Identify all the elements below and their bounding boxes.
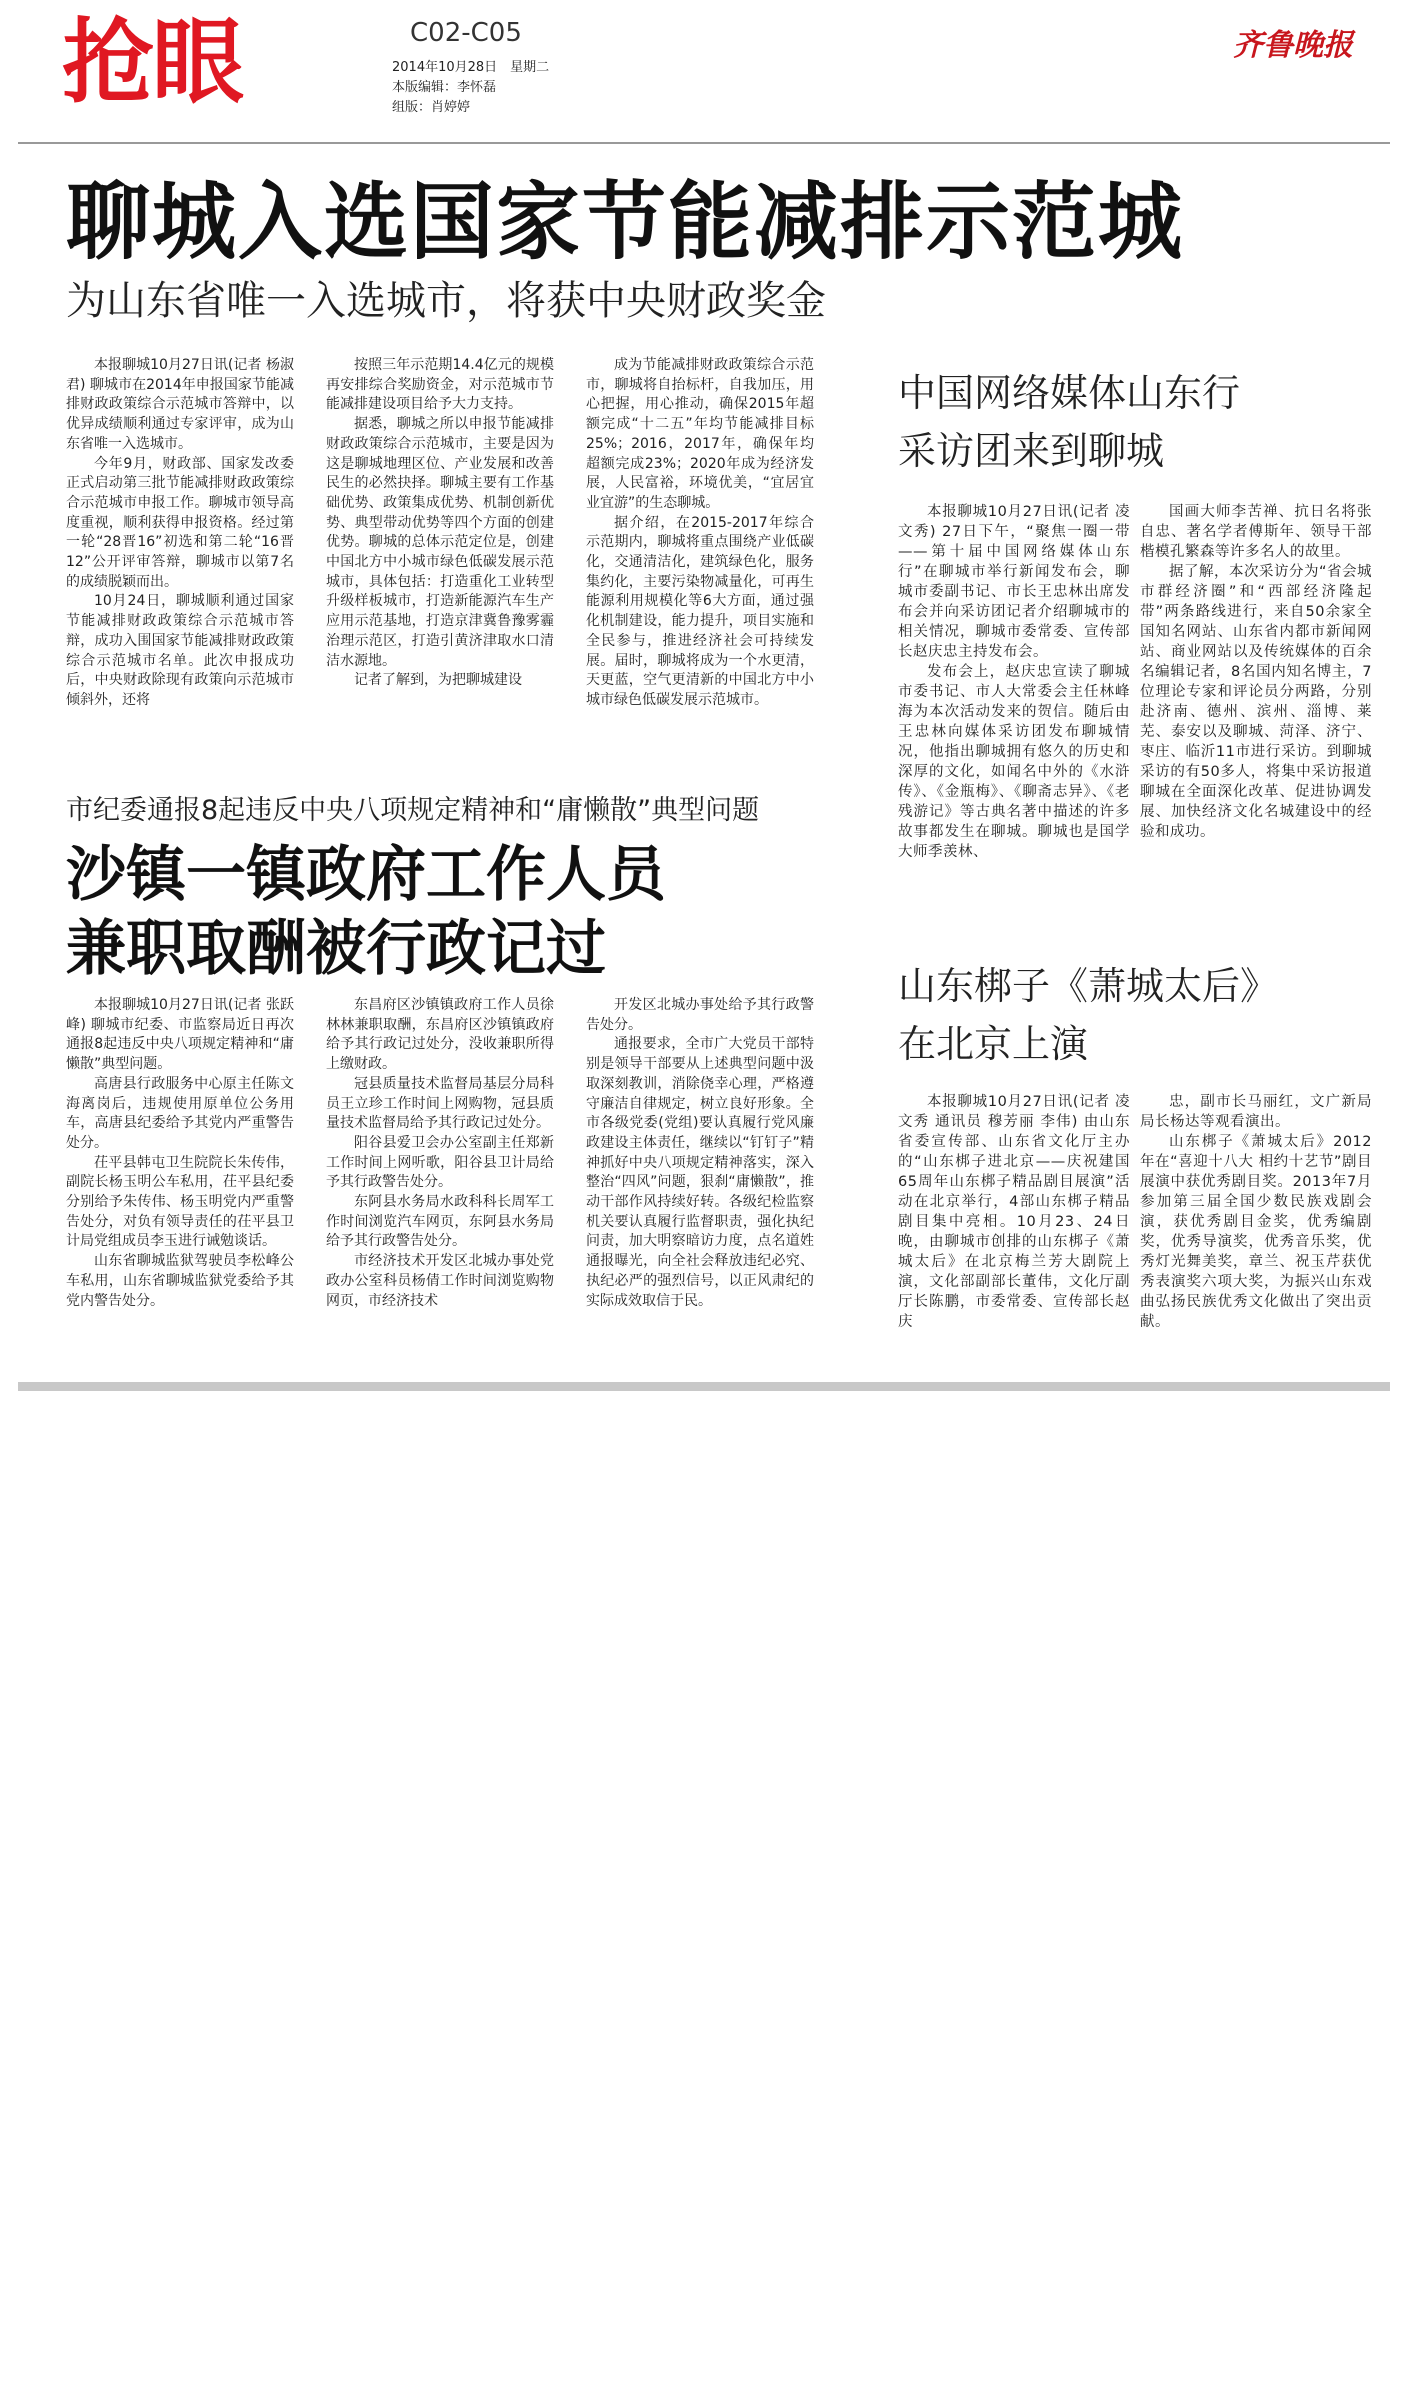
paragraph: 据了解，本次采访分为“省会城市群经济圈”和“西部经济隆起带”两条路线进行，来自50余家全国知名网站、山东省内都市新闻网站、商业网站以及传统媒体的百余名编辑记者，8名国内知名博主，7位理论专家和评论员分两路，分别赴济南、德州、滨州、淄博、莱芜、泰安以及聊城、菏泽、济宁、枣庄、临沂11市进行采访。到聊城采访的有50多人，将集中采访报道聊城在全面深化改革、促进协调发展、加快经济文化名城建设中的经验和成功。 bbox=[1140, 564, 1373, 840]
headline-line: 兼职取酬被行政记过 bbox=[66, 914, 606, 984]
paragraph: 山东梆子《萧城太后》2012年在“喜迎十八大 相约十艺节”剧目展演中获优秀剧目奖。2013年7月参加第三届全国少数民族戏剧会演，获优秀剧目金奖，优秀编剧奖，优秀导演奖，优秀音乐奖，优秀灯光舞美奖，章兰、祝玉芹获优秀表演奖六项大奖，为振兴山东戏曲弘扬民族优秀文化做出了突出贡献。 bbox=[1140, 1134, 1372, 1330]
article2-column-3 bbox=[586, 996, 814, 1311]
footer-divider bbox=[18, 1382, 1390, 1391]
issue-date: 2014年10月28日 星期二 bbox=[392, 60, 550, 75]
paragraph: 国画大师李苦禅、抗日名将张自忠、著名学者傅斯年、领导干部楷模孔繁森等许多名人的故里。 bbox=[1140, 504, 1372, 560]
headline-line: 采访团来到聊城 bbox=[898, 429, 1165, 473]
paragraph: 据悉，聊城之所以申报节能减排财政政策综合示范城市，主要是因为这是聊城地理区位、产业发展和改善民生的必然抉择。聊城主要有工作基础优势、政策集成优势、机制创新优势、典型带动优势等四个方面的创建优势。聊城的总体示范定位是，创建中国北方中小城市绿色低碳发展示范城市，具体包括：打造重化工业转型升级样板城市，打造新能源汽车生产应用示范基地，打造京津冀鲁豫雾霾治理示范区，打造引黄济津取水口清洁水源地。 bbox=[326, 416, 554, 669]
article3-column-2 bbox=[1140, 502, 1372, 842]
article4-column-2 bbox=[1140, 1092, 1372, 1332]
paragraph: 成为节能减排财政政策综合示范市，聊城将自抬标杆，自我加压，用心把握，用心推动，确保2015年超额完成“十二五”年均节能减排目标25%；2016，2017年，确保年均超额完成23%；2020年成为经济发展，人民富裕，环境优美，“宜居宜业宜游”的生态聊城。 bbox=[586, 357, 814, 511]
article2-column-2 bbox=[326, 996, 554, 1311]
paragraph: 据介绍，在2015-2017年综合示范期内，聊城将重点围绕产业低碳化，交通清洁化，建筑绿色化，服务集约化，主要污染物减量化，可再生能源利用规模化等6大方面，通过强化机制建设，能力提升，项目实施和全民参与，推进经济社会可持续发展。届时，聊城将成为一个水更清，天更蓝，空气更清新的中国北方中小城市绿色低碳发展示范城市。 bbox=[586, 514, 814, 708]
article4-headline bbox=[898, 957, 1278, 1073]
article2-kicker: 市纪委通报8起违反中央八项规定精神和“庸懒散”典型问题 bbox=[66, 795, 760, 826]
paragraph: 高唐县行政服务中心原主任陈文海离岗后，违规使用原单位公务用车，高唐县纪委给予其党内严重警告处分。 bbox=[66, 1075, 294, 1151]
paragraph: 茌平县韩屯卫生院院长朱传伟，副院长杨玉明公车私用，茌平县纪委分别给予朱传伟、杨玉明党内严重警告处分，对负有领导责任的茌平县卫计局党组成员李玉进行诫勉谈话。 bbox=[66, 1154, 294, 1250]
article1-column-1 bbox=[66, 356, 294, 711]
header-divider bbox=[18, 142, 1390, 144]
paragraph: 忠，副市长马丽红，文广新局局长杨达等观看演出。 bbox=[1140, 1094, 1372, 1130]
paragraph: 本报聊城10月27日讯(记者 张跃峰) 聊城市纪委、市监察局近日再次通报8起违反中央八项规定精神和“庸懒散”典型问题。 bbox=[66, 997, 294, 1073]
paragraph: 10月24日，聊城顺利通过国家节能减排财政政策综合示范城市答辩，成功入围国家节能减排财政政策综合示范城市名单。此次申报成功后，中央财政除现有政策向示范城市倾斜外，还将 bbox=[66, 593, 294, 708]
paragraph: 本报聊城10月27日讯(记者 凌文秀 通讯员 穆芳丽 李伟) 由山东省委宣传部、山东省文化厅主办的“山东梆子进北京——庆祝建国65周年山东梆子精品剧目展演”活动在北京举行，4部山东梆子精品剧目集中亮相。10月23、24日晚，由聊城市创排的山东梆子《萧城太后》在北京梅兰芳大剧院上演，文化部副部长董伟，文化厅副厅长陈鹏，市委常委、宣传部长赵庆 bbox=[898, 1094, 1130, 1330]
article4-column-1 bbox=[898, 1092, 1130, 1332]
article1-column-3 bbox=[586, 356, 814, 711]
article2-column-1 bbox=[66, 996, 294, 1311]
article3-headline bbox=[898, 364, 1240, 480]
paragraph: 市经济技术开发区北城办事处党政办公室科员杨倩工作时间浏览购物网页，市经济技术 bbox=[326, 1253, 554, 1309]
paragraph: 东阿县水务局水政科科长周军工作时间浏览汽车网页，东阿县水务局给予其行政警告处分。 bbox=[326, 1194, 554, 1250]
page-range: C02-C05 bbox=[410, 18, 522, 48]
paragraph: 开发区北城办事处给予其行政警告处分。 bbox=[586, 997, 814, 1033]
headline-line: 中国网络媒体山东行 bbox=[898, 371, 1241, 415]
headline-line: 沙镇一镇政府工作人员 bbox=[66, 840, 666, 910]
paragraph: 通报要求，全市广大党员干部特别是领导干部要从上述典型问题中汲取深刻教训，消除侥幸心理，严格遵守廉洁自律规定，树立良好形象。全市各级党委(党组)要认真履行党风廉政建设主体责任，继续以“钉钉子”精神抓好中央八项规定精神落实，深入整治“四风”问题，狠刹“庸懒散”，推动干部作风持续好转。各级纪检监察机关要认真履行监督职责，强化执纪问责，加大明察暗访力度，点名道姓通报曝光，向全社会释放违纪必究、执纪必严的强烈信号，以正风肃纪的实际成效取信于民。 bbox=[586, 1036, 814, 1309]
paragraph: 记者了解到，为把聊城建设 bbox=[354, 672, 522, 689]
paragraph: 今年9月，财政部、国家发改委正式启动第三批节能减排财政政策综合示范城市申报工作。聊城市领导高度重视，顺利获得申报资格。经过第一轮“28晋16”初选和第二轮“16晋12”公开评审答辩，聊城市以第7名的成绩脱颖而出。 bbox=[66, 455, 294, 590]
paragraph: 阳谷县爱卫会办公室副主任郑新工作时间上网听歌，阳谷县卫计局给予其行政警告处分。 bbox=[326, 1134, 554, 1191]
editor-credit: 本版编辑：李怀磊 bbox=[392, 80, 497, 95]
paragraph: 发布会上，赵庆忠宣读了聊城市委书记、市人大常委会主任林峰海为本次活动发来的贺信。随后由王忠林向媒体采访团发布聊城情况，他指出聊城拥有悠久的历史和深厚的文化，如闻名中外的《水浒传》、《金瓶梅》、《聊斋志异》、《老残游记》等古典名著中描述的许多故事都发生在聊城。聊城也是国学大师季羡林、 bbox=[898, 664, 1130, 860]
masthead: 抢眼 bbox=[62, 9, 243, 116]
paragraph: 山东省聊城监狱驾驶员李松峰公车私用，山东省聊城监狱党委给予其党内警告处分。 bbox=[66, 1253, 294, 1309]
paragraph: 本报聊城10月27日讯(记者 凌文秀) 27日下午，“聚焦一圈一带——第十届中国网络媒体山东行”在聊城市举行新闻发布会，聊城市委副书记、市长王忠林出席发布会并向采访团记者介绍聊城市的相关情况，聊城市委常委、宣传部长赵庆忠主持发布会。 bbox=[898, 504, 1130, 660]
article2-headline bbox=[66, 838, 666, 986]
paragraph: 东昌府区沙镇镇政府工作人员徐林林兼职取酬，东昌府区沙镇镇政府给予其行政记过处分，没收兼职所得上缴财政。 bbox=[326, 997, 554, 1073]
headline-line: 在北京上演 bbox=[898, 1022, 1089, 1066]
article1-subtitle: 为山东省唯一入选城市，将获中央财政奖金 bbox=[66, 278, 826, 324]
headline-line: 山东梆子《萧城太后》 bbox=[898, 964, 1279, 1008]
article1-headline: 聊城入选国家节能减排示范城 bbox=[66, 172, 1185, 271]
layout-credit: 组版：肖婷婷 bbox=[392, 100, 471, 115]
article1-column-2 bbox=[326, 356, 554, 691]
article3-column-1 bbox=[898, 502, 1130, 862]
paragraph: 本报聊城10月27日讯(记者 杨淑君) 聊城市在2014年申报国家节能减排财政政策综合示范城市答辩中，以优异成绩顺利通过专家评审，成为山东省唯一入选城市。 bbox=[66, 357, 294, 452]
newspaper-logo: 齐鲁晚报 bbox=[1233, 28, 1353, 63]
paragraph: 冠县质量技术监督局基层分局科员王立珍工作时间上网购物，冠县质量技术监督局给予其行政记过处分。 bbox=[326, 1075, 554, 1132]
paragraph: 按照三年示范期14.4亿元的规模再安排综合奖励资金，对示范城市节能减排建设项目给予大力支持。 bbox=[326, 357, 554, 413]
